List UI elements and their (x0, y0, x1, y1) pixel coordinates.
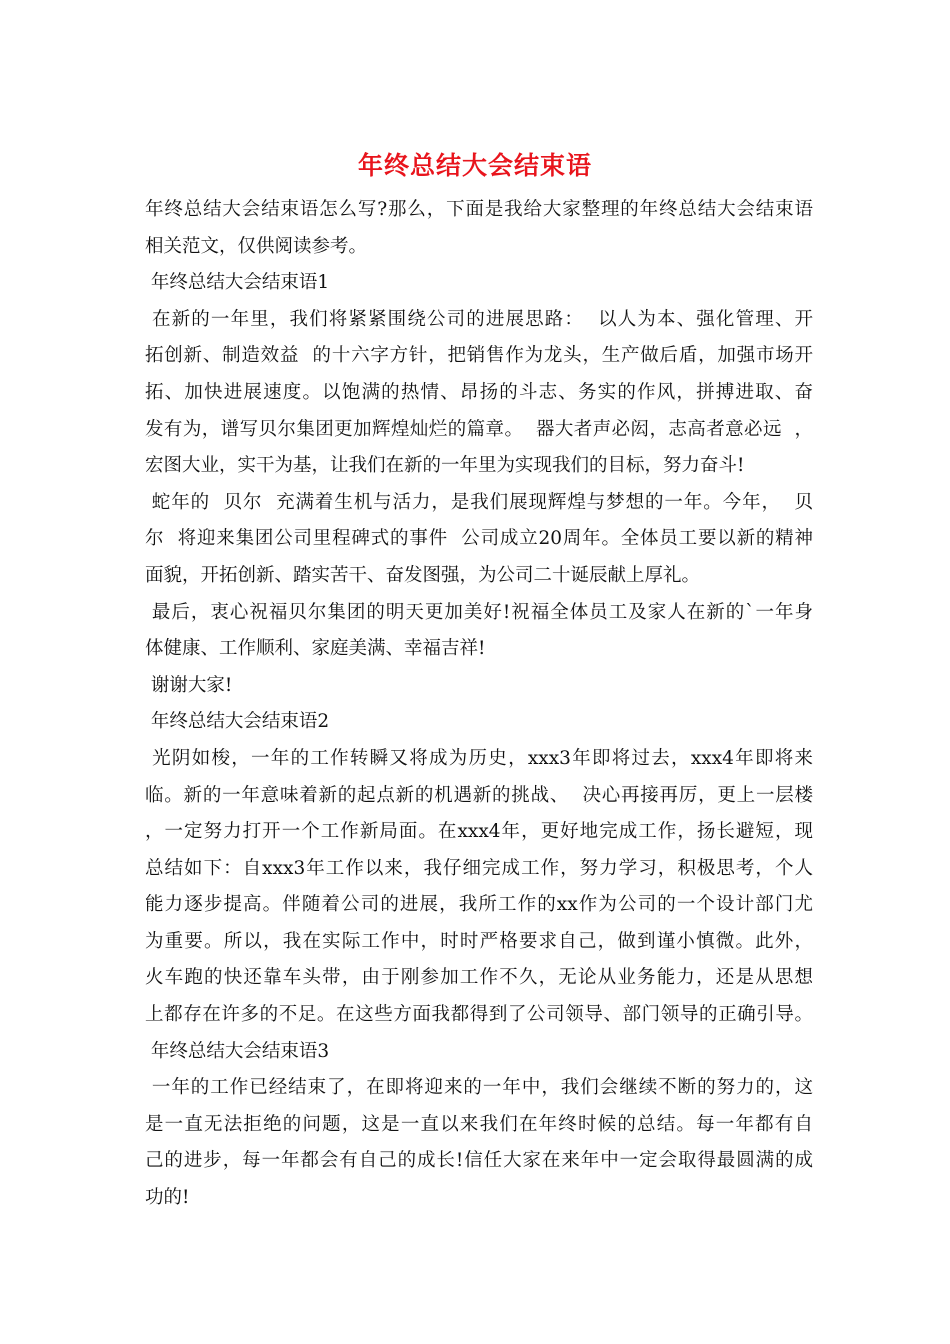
section-heading: 年终总结大会结束语1 (145, 272, 330, 294)
document-body (145, 192, 813, 1217)
text-line: 相关范文，仅供阅读参考。 (145, 235, 368, 257)
text-line: 谢谢大家! (145, 674, 233, 696)
text-line: 拓创新、制造效益 的十六字方针，把销售作为龙头，生产做后盾，加强市场开 (145, 345, 813, 367)
text-line: 上都存在许多的不足。在这些方面我都得到了公司领导、部门领导的正确引导。 (145, 1004, 813, 1026)
text-line: 宏图大业，实干为基，让我们在新的一年里为实现我们的目标，努力奋斗! (145, 455, 745, 477)
text-line: 总结如下：自xxx3年工作以来，我仔细完成工作，努力学习，积极思考，个人 (145, 857, 813, 879)
text-line: 临。新的一年意味着新的起点新的机遇新的挑战、 决心再接再厉，更上一层楼 (145, 784, 813, 806)
section-heading: 年终总结大会结束语2 (145, 711, 330, 733)
text-line: ，一定努力打开一个工作新局面。在xxx4年，更好地完成工作，扬长避短，现 (145, 821, 813, 843)
text-line: 发有为，谱写贝尔集团更加辉煌灿烂的篇章。 器大者声必闳，志高者意必远 ， (145, 418, 813, 440)
section-heading: 年终总结大会结束语3 (145, 1040, 330, 1062)
text-line: 拓、加快进展速度。以饱满的热情、昂扬的斗志、务实的作风，拼搏进取、奋 (145, 381, 813, 403)
text-line: 面貌，开拓创新、踏实苦干、奋发图强，为公司二十诞辰献上厚礼。 (145, 564, 701, 586)
text-line: 功的! (145, 1187, 190, 1209)
text-line: 一年的工作已经结束了，在即将迎来的一年中，我们会继续不断的努力的，这 (145, 1077, 813, 1099)
text-line: 为重要。所以，我在实际工作中，时时严格要求自己，做到谨小慎微。此外， (145, 930, 813, 952)
text-line: 体健康、工作顺利、家庭美满、幸福吉祥! (145, 638, 486, 660)
text-line: 能力逐步提高。伴随着公司的进展，我所工作的xx作为公司的一个设计部门尤 (145, 894, 813, 916)
text-line: 火车跑的快还靠车头带，由于刚参加工作不久，无论从业务能力，还是从思想 (145, 967, 813, 989)
text-line: 蛇年的 贝尔 充满着生机与活力，是我们展现辉煌与梦想的一年。今年， 贝 (145, 491, 813, 513)
text-line: 在新的一年里，我们将紧紧围绕公司的进展思路： 以人为本、强化管理、开 (145, 308, 813, 330)
document-title: 年终总结大会结束语 (357, 151, 592, 180)
text-line: 最后，衷心祝福贝尔集团的明天更加美好!祝福全体员工及家人在新的`一年身 (145, 601, 813, 623)
text-line: 己的进步，每一年都会有自己的成长!信任大家在来年中一定会取得最圆满的成 (145, 1150, 813, 1172)
text-line: 尔 将迎来集团公司里程碑式的事件 公司成立20周年。全体员工要以新的精神 (145, 528, 813, 550)
text-line: 年终总结大会结束语怎么写?那么，下面是我给大家整理的年终总结大会结束语 (145, 199, 813, 220)
text-line: 光阴如梭，一年的工作转瞬又将成为历史，xxx3年即将过去，xxx4年即将来 (145, 747, 813, 769)
text-line: 是一直无法拒绝的问题，这是一直以来我们在年终时候的总结。每一年都有自 (145, 1113, 813, 1135)
